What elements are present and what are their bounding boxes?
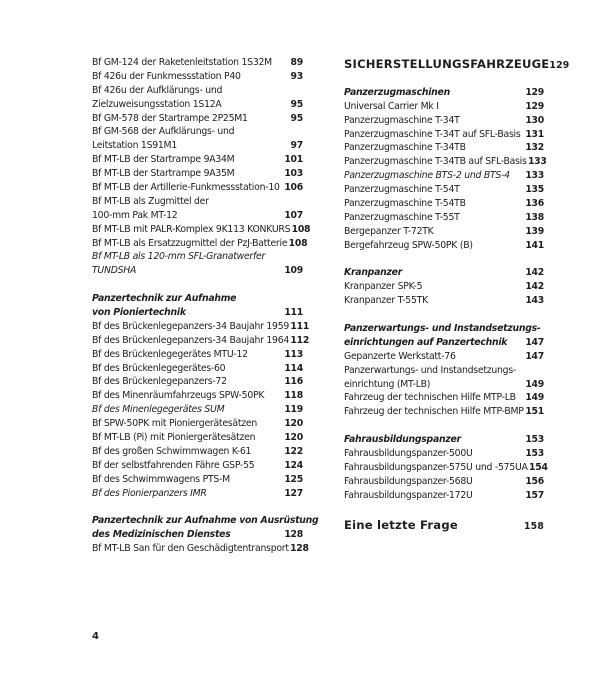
toc-entry-page: 114	[284, 362, 303, 374]
spacer	[344, 503, 544, 517]
toc-entry-page: 157	[525, 489, 544, 501]
toc-entry-title: Bf MT-LB als 120-mm SFL-Granatwerfer	[92, 251, 266, 263]
toc-entry[interactable]	[92, 348, 303, 362]
toc-entry-title: von Pioniertechnik	[92, 307, 186, 319]
toc-entry-page: 111	[290, 320, 310, 332]
toc-entry[interactable]	[344, 475, 544, 489]
toc-entry-page: 153	[525, 434, 544, 446]
toc-entry-title: Bf MT-LB (Pi) mit Pioniergerätesätzen	[92, 432, 256, 444]
toc-entry[interactable]	[344, 294, 544, 308]
toc-entry-title: Panzertechnik zur Aufnahme von Ausrüstung	[92, 515, 319, 527]
toc-entry[interactable]	[92, 56, 303, 70]
toc-entry-title: Kranpanzer SPK-5	[344, 281, 423, 293]
toc-entry[interactable]	[92, 459, 303, 473]
toc-entry[interactable]	[92, 125, 303, 139]
toc-entry-title: Panzerzugmaschine BTS-2 und BTS-4	[344, 170, 510, 182]
toc-entry-page: 109	[284, 265, 303, 277]
toc-entry-title: Bf des Brückenlegegerätes-60	[92, 362, 226, 374]
toc-entry[interactable]	[344, 197, 544, 211]
toc-entry-page: 120	[284, 432, 303, 444]
toc-entry-title: Fahrausbildungspanzer-172U	[344, 489, 473, 501]
toc-entry-page: 158	[523, 520, 544, 532]
toc-entry-page: 138	[525, 211, 544, 223]
toc-entry-title: Bf des Brückenlegepanzers-72	[92, 376, 227, 388]
toc-entry[interactable]	[92, 112, 303, 126]
toc-entry[interactable]	[92, 209, 303, 223]
toc-entry-page: 108	[288, 237, 308, 249]
toc-entry[interactable]	[92, 98, 303, 112]
toc-entry-title: Panzerzugmaschine T-54T	[344, 184, 460, 196]
toc-entry-italic[interactable]	[92, 264, 303, 278]
toc-entry-title: Bf des Pionierpanzers IMR	[92, 487, 207, 499]
toc-entry-page: 128	[284, 529, 303, 541]
toc-entry-italic[interactable]	[92, 250, 303, 264]
toc-entry-title: Panzertechnik zur Aufnahme	[92, 293, 237, 305]
toc-entry-title: Eine letzte Frage	[344, 517, 458, 532]
toc-chapter-heading[interactable]	[344, 56, 570, 72]
toc-entry[interactable]	[92, 389, 303, 403]
toc-entry-title: Bf 426u der Aufklärungs- und	[92, 84, 223, 96]
toc-entry-page: 147	[525, 350, 544, 362]
toc-section-heading[interactable]	[344, 433, 544, 447]
spacer	[344, 72, 544, 86]
toc-entry-title: einrichtungen auf Panzertechnik	[344, 336, 508, 348]
toc-entry-page: 142	[525, 281, 544, 293]
spacer	[344, 308, 544, 322]
toc-section-heading[interactable]	[92, 528, 303, 542]
toc-entry-title: Universal Carrier Mk I	[344, 100, 439, 112]
toc-entry-page: 135	[525, 184, 544, 196]
toc-entry[interactable]	[92, 84, 303, 98]
toc-entry-page: 95	[290, 112, 303, 124]
toc-entry-title: Panzerzugmaschine T-34T	[344, 114, 460, 126]
toc-entry-title: Bf MT-LB als Ersatzzugmittel der PzJ-Batterie	[92, 237, 288, 249]
toc-entry-title: 100-mm Pak MT-12	[92, 209, 178, 221]
spacer	[92, 278, 303, 292]
spacer	[92, 501, 303, 515]
toc-entry[interactable]	[344, 211, 544, 225]
toc-entry[interactable]	[92, 320, 310, 334]
toc-section-heading[interactable]	[92, 514, 319, 528]
toc-entry-page: 113	[284, 348, 303, 360]
toc-entry-title: Bf GM-124 der Raketenleitstation 1S32M	[92, 57, 272, 68]
toc-entry-title: Bf 426u der Funkmessstation P40	[92, 70, 241, 82]
toc-entry-title: Kranpanzer T-55TK	[344, 295, 428, 307]
toc-section-heading[interactable]	[344, 266, 544, 280]
toc-entry[interactable]	[344, 461, 548, 475]
toc-entry-page: 153	[525, 448, 544, 460]
toc-entry[interactable]	[92, 417, 303, 431]
toc-entry-title: Panzerzugmaschine T-34TB	[344, 142, 466, 154]
toc-entry[interactable]	[92, 181, 303, 195]
toc-entry-title: Fahrausbildungspanzer	[344, 434, 461, 446]
toc-section-heading[interactable]	[344, 336, 544, 350]
toc-entry-italic[interactable]	[344, 169, 544, 183]
toc-entry-page: 130	[525, 114, 544, 126]
toc-entry[interactable]	[92, 167, 303, 181]
toc-entry-page: 116	[284, 376, 303, 388]
toc-entry[interactable]	[344, 350, 544, 364]
toc-entry-page: 122	[284, 445, 303, 457]
toc-entry[interactable]	[344, 447, 544, 461]
toc-left-column	[92, 56, 319, 556]
toc-entry-title: Panzerzugmaschine T-34TB auf SFL-Basis	[344, 156, 527, 168]
toc-entry-title: SICHERSTELLUNGSFAHRZEUGE	[344, 57, 550, 71]
toc-entry-title: Gepanzerte Werkstatt-76	[344, 350, 456, 362]
toc-entry[interactable]	[92, 237, 308, 251]
toc-entry-italic[interactable]	[92, 487, 303, 501]
toc-entry-title: Bf des Brückenlegepanzers-34 Baujahr 1959	[92, 320, 290, 332]
page-number: 4	[92, 631, 99, 642]
toc-entry-page: 125	[284, 473, 303, 485]
toc-entry-title: Panzerwartungs- und Instandsetzungs-	[344, 323, 541, 335]
toc-entry-title: Bf MT-LB als Zugmittel der	[92, 195, 209, 207]
toc-entry-page: 112	[290, 334, 310, 346]
toc-entry-page: 131	[525, 128, 544, 140]
toc-entry-title: Panzerzugmaschine T-34T auf SFL-Basis	[344, 128, 521, 140]
toc-entry-page: 97	[290, 140, 303, 152]
toc-entry-title: Bf GM-568 der Aufklärungs- und	[92, 126, 235, 138]
toc-entry-page: 111	[284, 307, 303, 319]
toc-entry-title: Panzerzugmaschinen	[344, 86, 450, 98]
toc-entry-title: Bf MT-LB mit PALR-Komplex 9K113 KONKURS	[92, 223, 291, 235]
toc-entry[interactable]	[344, 391, 544, 405]
toc-entry-title: Fahrzeug der technischen Hilfe MTP-LB	[344, 392, 516, 404]
toc-entry-title: Bergepanzer T-72TK	[344, 225, 434, 237]
toc-entry-page: 149	[525, 392, 544, 404]
toc-entry-title: Bf des Schwimmwagens PTS-M	[92, 473, 230, 485]
toc-entry-page: 106	[284, 182, 303, 194]
toc-entry-page: 127	[284, 487, 303, 499]
toc-entry-title: Fahrausbildungspanzer-568U	[344, 475, 473, 487]
toc-entry-title: Bf MT-LB der Artillerie-Funkmessstation-10	[92, 182, 280, 194]
toc-entry-title: Panzerzugmaschine T-55T	[344, 211, 460, 223]
toc-entry[interactable]	[344, 128, 544, 142]
toc-entry[interactable]	[92, 431, 303, 445]
toc-entry-title: Leitstation 1S91M1	[92, 140, 177, 152]
toc-entry-title: Bf MT-LB San für den Geschädigtentransport	[92, 543, 289, 555]
toc-entry-page: 151	[525, 406, 544, 418]
spacer	[344, 253, 544, 267]
toc-entry-title: einrichtung (MT-LB)	[344, 378, 431, 390]
toc-entry-title: Bf GM-578 der Startrampe 2P25M1	[92, 112, 248, 124]
toc-entry-page: 107	[284, 209, 303, 221]
toc-entry[interactable]	[92, 334, 310, 348]
toc-entry-page: 118	[284, 390, 303, 402]
toc-entry[interactable]	[92, 542, 309, 556]
toc-entry-title: Zielzuweisungsstation 1S12A	[92, 98, 222, 110]
toc-section-heading[interactable]	[344, 322, 544, 336]
spacer	[344, 419, 544, 433]
toc-entry-page: 129	[525, 100, 544, 112]
toc-entry-page: 108	[291, 223, 311, 235]
toc-entry-page: 139	[525, 225, 544, 237]
toc-entry[interactable]	[344, 155, 547, 169]
toc-entry-page: 129	[549, 60, 570, 71]
toc-entry[interactable]	[92, 153, 303, 167]
toc-entry-page: 132	[525, 142, 544, 154]
toc-entry-page: 143	[525, 295, 544, 307]
toc-entry-page: 89	[290, 57, 303, 68]
toc-entry[interactable]	[344, 405, 544, 419]
toc-section-heading[interactable]	[92, 292, 303, 306]
toc-entry-page: 120	[284, 418, 303, 430]
toc-entry-title: Bf des großen Schwimmwagen K-61	[92, 445, 252, 457]
toc-entry-title: Fahrausbildungspanzer-575U und -575UA	[344, 461, 528, 473]
toc-entry-title: Bf des Minenräumfahrzeugs SPW-50PK	[92, 390, 265, 402]
toc-entry-page: 142	[525, 267, 544, 279]
toc-entry-page: 149	[525, 378, 544, 390]
toc-entry-page: 136	[525, 198, 544, 210]
toc-entry[interactable]	[344, 114, 544, 128]
toc-entry-title: Fahrausbildungspanzer-500U	[344, 448, 473, 460]
toc-entry[interactable]	[92, 195, 303, 209]
toc-entry-italic[interactable]	[92, 403, 303, 417]
toc-entry-page: 95	[290, 98, 303, 110]
toc-entry-page: 124	[284, 459, 303, 471]
toc-entry-page: 129	[525, 86, 544, 98]
toc-entry-page: 133	[525, 170, 544, 182]
toc-entry[interactable]	[344, 183, 544, 197]
toc-entry-page: 103	[284, 168, 303, 180]
toc-entry[interactable]	[344, 378, 544, 392]
toc-entry-title: des Medizinischen Dienstes	[92, 529, 231, 541]
toc-entry[interactable]	[92, 70, 303, 84]
toc-entry-title: Bf MT-LB der Startrampe 9A34M	[92, 154, 235, 166]
toc-chapter-heading[interactable]	[344, 517, 544, 533]
toc-entry-page: 101	[284, 154, 303, 166]
toc-entry[interactable]	[344, 100, 544, 114]
toc-entry-page: 156	[525, 475, 544, 487]
toc-entry[interactable]	[344, 141, 544, 155]
toc-entry-page: 154	[529, 461, 548, 473]
toc-entry[interactable]	[92, 139, 303, 153]
toc-entry[interactable]	[92, 362, 303, 376]
toc-entry[interactable]	[344, 280, 544, 294]
toc-entry-title: TUNDSHA	[92, 265, 137, 277]
toc-entry-title: Bf SPW-50PK mit Pioniergerätesätzen	[92, 418, 257, 430]
toc-entry-title: Panzerwartungs- und Instandsetzungs-	[344, 364, 517, 376]
toc-entry-title: Fahrzeug der technischen Hilfe MTP-BMP	[344, 406, 524, 418]
toc-entry[interactable]	[92, 223, 311, 237]
toc-entry-title: Bf des Minenlegegerätes SUM	[92, 404, 225, 416]
toc-entry-title: Bergefahrzeug SPW-50PK (B)	[344, 239, 473, 251]
toc-entry[interactable]	[344, 489, 544, 503]
toc-right-column	[344, 56, 570, 533]
toc-entry-page: 147	[525, 336, 544, 348]
toc-entry-title: Bf MT-LB der Startrampe 9A35M	[92, 168, 235, 180]
toc-entry[interactable]	[344, 364, 544, 378]
toc-section-heading[interactable]	[92, 306, 303, 320]
toc-entry-title: Bf der selbstfahrenden Fähre GSP-55	[92, 459, 255, 471]
toc-entry-page: 93	[290, 70, 303, 82]
toc-entry-page: 128	[290, 543, 309, 555]
toc-entry-page: 141	[525, 239, 544, 251]
toc-section-heading[interactable]	[344, 86, 544, 100]
toc-entry-page: 119	[284, 404, 303, 416]
toc-entry-title: Bf des Brückenlegepanzers-34 Baujahr 1964	[92, 334, 290, 346]
toc-entry-title: Panzerzugmaschine T-54TB	[344, 198, 466, 210]
toc-entry[interactable]	[344, 239, 544, 253]
toc-entry[interactable]	[92, 375, 303, 389]
toc-entry-title: Kranpanzer	[344, 267, 403, 279]
toc-entry[interactable]	[92, 473, 303, 487]
toc-entry[interactable]	[92, 445, 303, 459]
toc-entry[interactable]	[344, 225, 544, 239]
toc-entry-title: Bf des Brückenlegegerätes MTU-12	[92, 348, 248, 360]
toc-entry-page: 133	[527, 156, 547, 168]
